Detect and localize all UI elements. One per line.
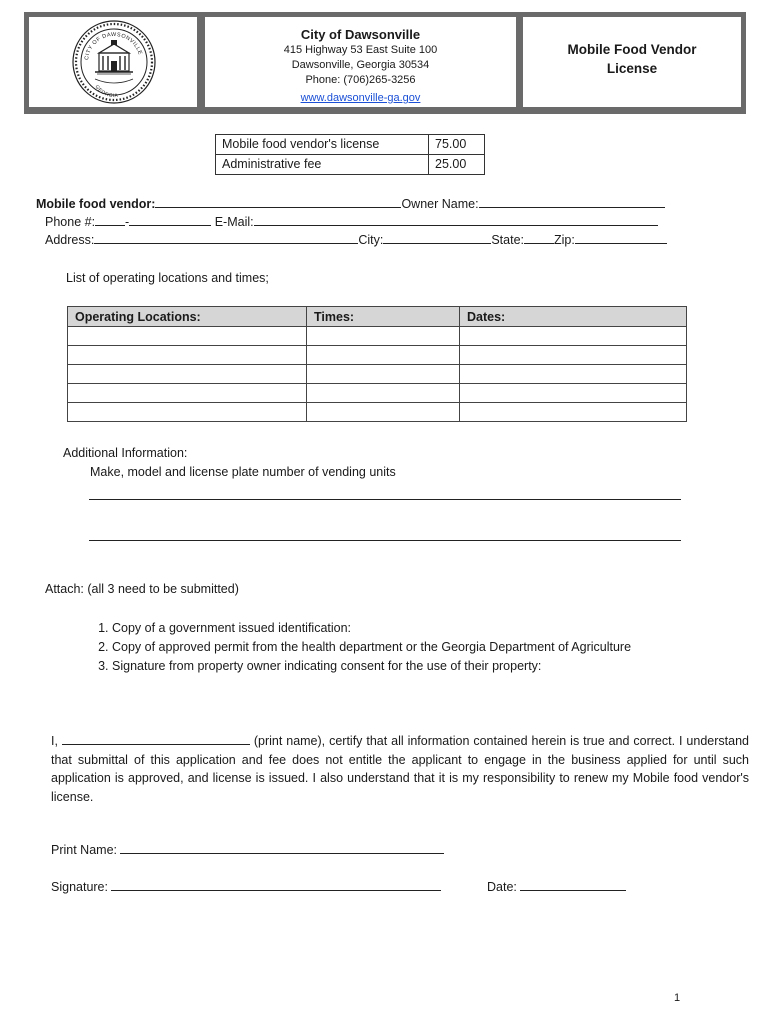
license-title-line-1: Mobile Food Vendor <box>567 42 697 57</box>
header-dates: Dates: <box>460 307 687 327</box>
contact-row <box>45 213 658 230</box>
locations-intro: List of operating locations and times; <box>66 271 269 285</box>
signature-label: Signature: <box>51 880 108 894</box>
zip-label: Zip: <box>554 233 575 247</box>
table-row <box>68 365 687 384</box>
fee-row <box>216 135 485 155</box>
address-line-1: 415 Highway 53 East Suite 100 <box>283 44 438 56</box>
phone-label: Phone #: <box>45 215 96 229</box>
vendor-name-label: Mobile food vendor: <box>36 197 156 211</box>
date-row <box>487 878 626 895</box>
print-name-field[interactable] <box>120 841 444 854</box>
table-row <box>68 384 687 403</box>
zip-field[interactable] <box>575 231 667 244</box>
state-label: State: <box>491 233 525 247</box>
vending-units-prompt: Make, model and license plate number of vending units <box>90 465 396 479</box>
city-seal-logo <box>29 17 197 107</box>
address-block <box>205 17 516 107</box>
phone-number: Phone: (706)265-3256 <box>305 74 416 86</box>
date-cell[interactable] <box>460 327 687 346</box>
table-row <box>68 403 687 422</box>
fee-label: Administrative fee <box>216 155 429 175</box>
seal-cell <box>29 17 197 107</box>
license-title-line-2: License <box>606 61 658 76</box>
city-label: City: <box>358 233 384 247</box>
locations-header-row <box>68 307 687 327</box>
date-field[interactable] <box>520 878 626 891</box>
print-name-row <box>51 841 444 858</box>
phone-dash: - <box>125 215 130 229</box>
time-cell[interactable] <box>307 327 460 346</box>
list-item: 2. Copy of approved permit from the health department or the Georgia Department of Agriculture <box>112 638 726 657</box>
date-cell[interactable] <box>460 403 687 422</box>
date-cell[interactable] <box>460 384 687 403</box>
cert-prefix: I, <box>51 734 58 748</box>
date-cell[interactable] <box>460 346 687 365</box>
owner-name-field[interactable] <box>479 195 665 208</box>
header-operating-locations: Operating Locations: <box>68 307 307 327</box>
vending-units-line-1[interactable] <box>89 499 681 500</box>
time-cell[interactable] <box>307 346 460 365</box>
phone-area-field[interactable] <box>95 213 125 226</box>
date-label: Date: <box>487 880 517 894</box>
vending-units-line-2[interactable] <box>89 540 681 541</box>
table-row <box>68 327 687 346</box>
location-cell[interactable] <box>68 384 307 403</box>
list-item: 3. Signature from property owner indicating consent for the use of their property: <box>112 657 726 676</box>
license-title <box>523 40 741 78</box>
certification-paragraph <box>51 732 749 806</box>
fee-label: Mobile food vendor's license <box>216 135 429 155</box>
table-row <box>68 346 687 365</box>
time-cell[interactable] <box>307 365 460 384</box>
owner-name-label: Owner Name: <box>401 197 479 211</box>
signature-field[interactable] <box>111 878 441 891</box>
city-name: City of Dawsonville <box>300 27 421 42</box>
locations-table <box>67 306 687 422</box>
location-cell[interactable] <box>68 346 307 365</box>
print-name-label: Print Name: <box>51 843 117 857</box>
city-field[interactable] <box>383 231 491 244</box>
phone-number-field[interactable] <box>129 213 211 226</box>
time-cell[interactable] <box>307 384 460 403</box>
header-times: Times: <box>307 307 460 327</box>
vendor-name-field[interactable] <box>155 195 401 208</box>
cert-body: I understand that submittal of this application and fee does not entitle the applicant to engage in the business applied for until such application is approved, and license is issued. I also understand that it is my responsibility to renew my Mobile food vendor's license. <box>51 734 749 804</box>
location-cell[interactable] <box>68 403 307 422</box>
address-label: Address: <box>45 233 95 247</box>
svg-text:CITY OF DAWSONVILLE: CITY OF DAWSONVILLE <box>84 31 143 61</box>
email-label: E-Mail: <box>214 215 254 229</box>
location-cell[interactable] <box>68 327 307 346</box>
fee-row <box>216 155 485 175</box>
location-cell[interactable] <box>68 365 307 384</box>
cert-print-name-field[interactable] <box>62 732 250 745</box>
address-line-2: Dawsonville, Georgia 30534 <box>291 59 430 71</box>
license-title-block <box>523 17 741 107</box>
vendor-name-row <box>36 195 665 212</box>
page-number: 1 <box>674 992 681 1004</box>
fee-table <box>215 134 485 175</box>
email-field[interactable] <box>254 213 658 226</box>
signature-row <box>51 878 441 895</box>
fee-amount: 25.00 <box>429 155 485 175</box>
list-item: 1. Copy of a government issued identification: <box>112 619 726 638</box>
attach-list <box>70 619 726 676</box>
svg-text:GEORGIA: GEORGIA <box>93 84 119 100</box>
time-cell[interactable] <box>307 403 460 422</box>
attach-heading: Attach: (all 3 need to be submitted) <box>45 582 239 596</box>
website-link[interactable]: www.dawsonville-ga.gov <box>300 92 421 104</box>
date-cell[interactable] <box>460 365 687 384</box>
state-field[interactable] <box>524 231 554 244</box>
additional-info-heading: Additional Information: <box>63 446 188 460</box>
address-row <box>45 231 667 248</box>
cert-suffix: (print name), certify that all information contained herein is true and correct. <box>253 734 676 748</box>
fee-amount: 75.00 <box>429 135 485 155</box>
address-field[interactable] <box>94 231 358 244</box>
